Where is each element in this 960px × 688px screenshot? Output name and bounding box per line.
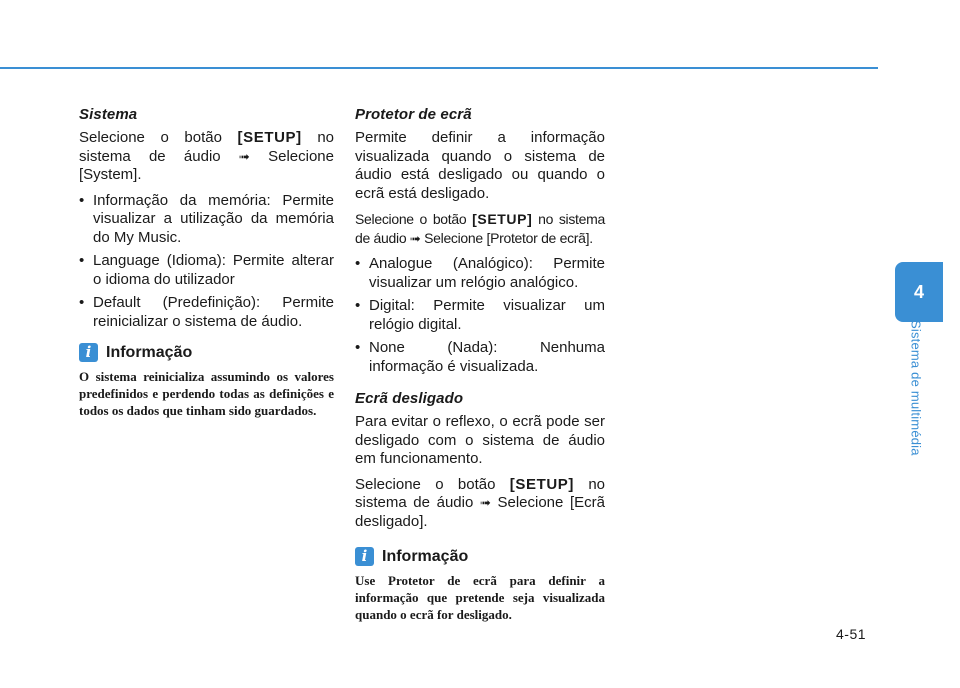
list-item: • Informação da memória: Permite visualizar a utilização da memória do My Music. (79, 192, 334, 248)
info-callout-header (355, 547, 605, 566)
protetor-options-list (355, 255, 605, 376)
protetor-description: Permite definir a informação visualizada quando o sistema de áudio está desligado ou quando o ecrã está desligado. (355, 129, 605, 202)
info-icon: i (79, 343, 98, 362)
right-column (355, 106, 605, 623)
instruction-text: no sistema de áudio (79, 129, 335, 165)
info-title: Informação (382, 547, 469, 565)
instruction-text: Selecione [Protetor de ecrã]. (420, 229, 593, 246)
protetor-instruction (355, 210, 605, 248)
arrow-right-icon: ➟ (409, 230, 421, 246)
setup-key-label: [SETUP] (472, 211, 533, 227)
instruction-text: no sistema de áudio (355, 211, 605, 246)
list-item: • Default (Predefinição): Permite reinicializar o sistema de áudio. (79, 294, 334, 331)
sistema-instruction (79, 129, 334, 185)
chapter-tab: 4 (895, 262, 943, 322)
setup-key-label: [SETUP] (237, 129, 302, 146)
setup-key-label: [SETUP] (509, 475, 574, 493)
section-heading-ecra: Ecrã desligado (355, 390, 464, 407)
instruction-text: Selecione [Ecrã desligado]. (355, 494, 605, 530)
page-number: 4-51 (836, 626, 867, 642)
instruction-text: no sistema de áudio (355, 475, 606, 511)
list-item: • Analogue (Analógico): Permite visualizar um relógio analógico. (355, 255, 605, 292)
instruction-text: Selecione o botão (79, 129, 238, 146)
info-title: Informação (106, 343, 193, 361)
instruction-text: Selecione o botão (355, 475, 510, 493)
section-heading-protetor: Protetor de ecrã (355, 106, 472, 123)
header-rule (0, 67, 878, 69)
arrow-right-icon: ➟ (479, 495, 491, 510)
instruction-text: Selecione o botão (355, 211, 473, 227)
info-note-text: O sistema reinicializa assumindo os valores predefinidos e perdendo todas as definições e todos os dados que tinham sido guardados. (79, 369, 334, 418)
info-icon: i (355, 547, 374, 566)
ecra-instruction (355, 476, 605, 532)
left-column (79, 106, 334, 419)
info-callout-header (79, 343, 334, 362)
section-heading-sistema: Sistema (79, 106, 138, 123)
info-note-text: Use Protetor de ecrã para definir a informação que pretende seja visualizada quando o ecrã for desligado. (355, 573, 605, 622)
list-item: • None (Nada): Nenhuma informação é visualizada. (355, 339, 605, 376)
chapter-title: Sistema de multimédia (908, 319, 924, 456)
instruction-text: Selecione [System]. (79, 147, 334, 183)
arrow-right-icon: ➟ (238, 148, 250, 164)
sistema-options-list (79, 192, 334, 332)
list-item: • Digital: Permite visualizar um relógio digital. (355, 297, 605, 334)
ecra-description: Para evitar o reflexo, o ecrã pode ser desligado com o sistema de áudio em funcionamento. (355, 413, 605, 467)
list-item: • Language (Idioma): Permite alterar o idioma do utilizador (79, 252, 334, 289)
